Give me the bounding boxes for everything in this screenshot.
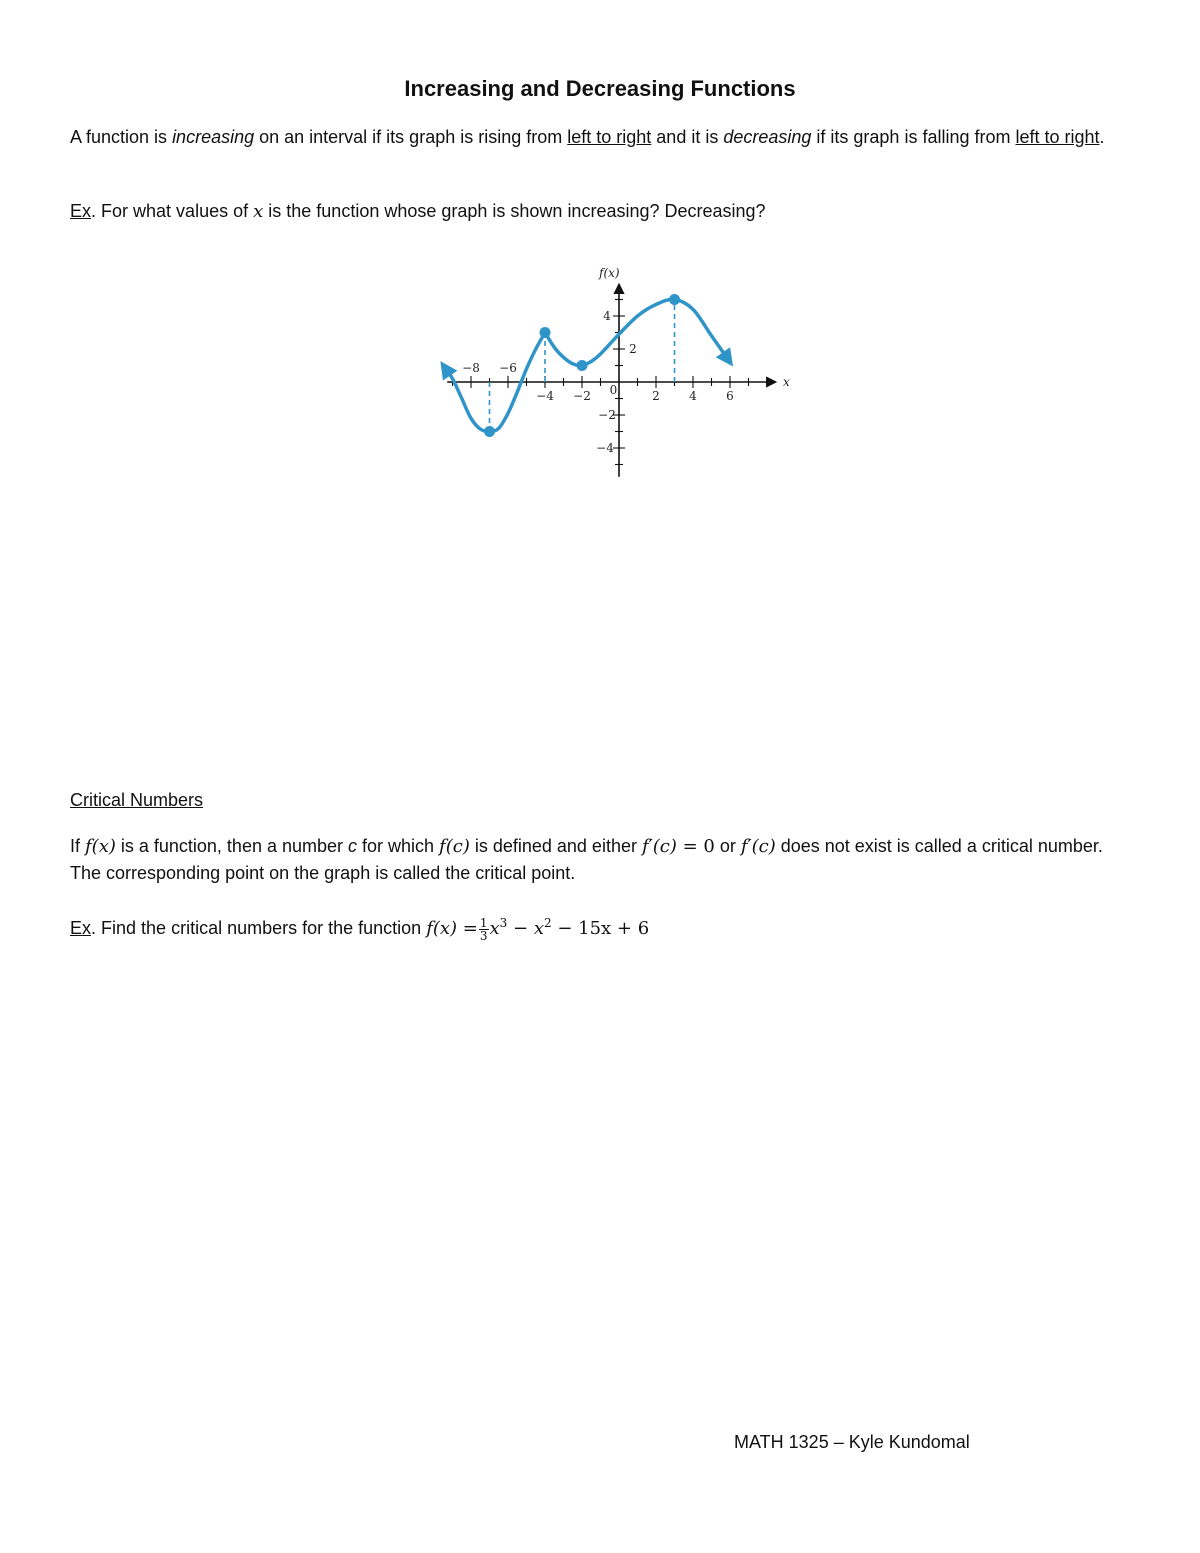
x-tick-label: −4 (536, 389, 554, 403)
key-point (540, 327, 551, 338)
x-axis-label: x (783, 375, 790, 389)
footer-course-label: MATH 1325 – Kyle Kundomal (734, 1432, 970, 1452)
intro-paragraph (70, 124, 1130, 150)
intro-text-4: if its graph is falling from (811, 127, 1016, 147)
variable-x: x (253, 201, 264, 222)
example-1-text-1: For what values of (96, 201, 254, 221)
critical-text-4: is defined and either (469, 836, 642, 856)
exponent-2: 2 (543, 916, 552, 930)
x-tick-label: −6 (499, 361, 517, 375)
x-tick-label: 4 (689, 389, 697, 403)
intro-text-3: and it is (651, 127, 724, 147)
key-point (577, 360, 588, 371)
expr-fprime-c-1: f′(c) (641, 836, 677, 857)
expr-rest: − 15x + 6 (551, 918, 650, 939)
function-curve-right (545, 299, 730, 365)
critical-text-6: does not exist is called a critical number. The corresponding point on the graph is called the critical point. (70, 836, 1103, 883)
expr-x-squared-base: x (533, 918, 544, 939)
exponent-3: 3 (499, 916, 508, 930)
x-tick-label: −8 (462, 361, 480, 375)
example-1 (70, 198, 1130, 225)
section-heading: Critical Numbers (70, 790, 204, 810)
expr-fx: f(x) (85, 836, 116, 857)
y-tick-label: 4 (603, 309, 611, 323)
expr-fc: f(c) (439, 836, 470, 857)
fraction-denominator: 3 (479, 928, 488, 943)
page-title: Increasing and Decreasing Functions (404, 76, 796, 101)
y-tick-label: 2 (629, 342, 637, 356)
x-tick-label: 0 (609, 383, 618, 397)
y-tick-label: −4 (596, 441, 614, 455)
example-dot-2: . (91, 918, 97, 938)
critical-text-1: If (70, 836, 86, 856)
x-tick-label: 2 (652, 389, 660, 403)
critical-text-5: or (714, 836, 741, 856)
expr-x-cubed-base: x (489, 918, 500, 939)
example-1-text-2: is the function whose graph is shown increasing? Decreasing? (263, 201, 766, 221)
example-label: Ex (70, 201, 92, 221)
term-increasing: increasing (172, 127, 255, 147)
critical-definition (70, 833, 1130, 886)
example-dot: . (91, 201, 97, 221)
expr-fprime-c-2: f′(c) (740, 836, 776, 857)
y-axis-label: f(x) (599, 266, 620, 280)
intro-text-5: . (1099, 127, 1105, 147)
intro-text-1: A function is (70, 127, 173, 147)
key-point (484, 426, 495, 437)
critical-text-2: is a function, then a number (115, 836, 349, 856)
underlined-left-to-right-2: left to right (1015, 127, 1100, 147)
underlined-left-to-right-1: left to right (567, 127, 652, 147)
key-point (669, 294, 680, 305)
x-tick-label: −2 (573, 389, 591, 403)
example-2 (70, 910, 1130, 942)
intro-text-2: on an interval if its graph is rising from (254, 127, 568, 147)
critical-numbers-heading (70, 787, 1130, 813)
example-2-text: Find the critical numbers for the function (96, 918, 427, 938)
expr-c: c (348, 836, 358, 856)
y-tick-label: −2 (598, 408, 616, 422)
fraction-numerator: 1 (479, 915, 488, 930)
expr-minus: − (507, 918, 534, 939)
example-label-2: Ex (70, 918, 92, 938)
critical-text-3: for which (357, 836, 440, 856)
fraction-one-third (479, 917, 489, 942)
expr-lhs: f(x) = (426, 918, 478, 939)
expr-equals-zero: = 0 (676, 836, 715, 857)
function-graph (420, 240, 790, 490)
x-tick-label: 6 (726, 389, 734, 403)
term-decreasing: decreasing (723, 127, 812, 147)
